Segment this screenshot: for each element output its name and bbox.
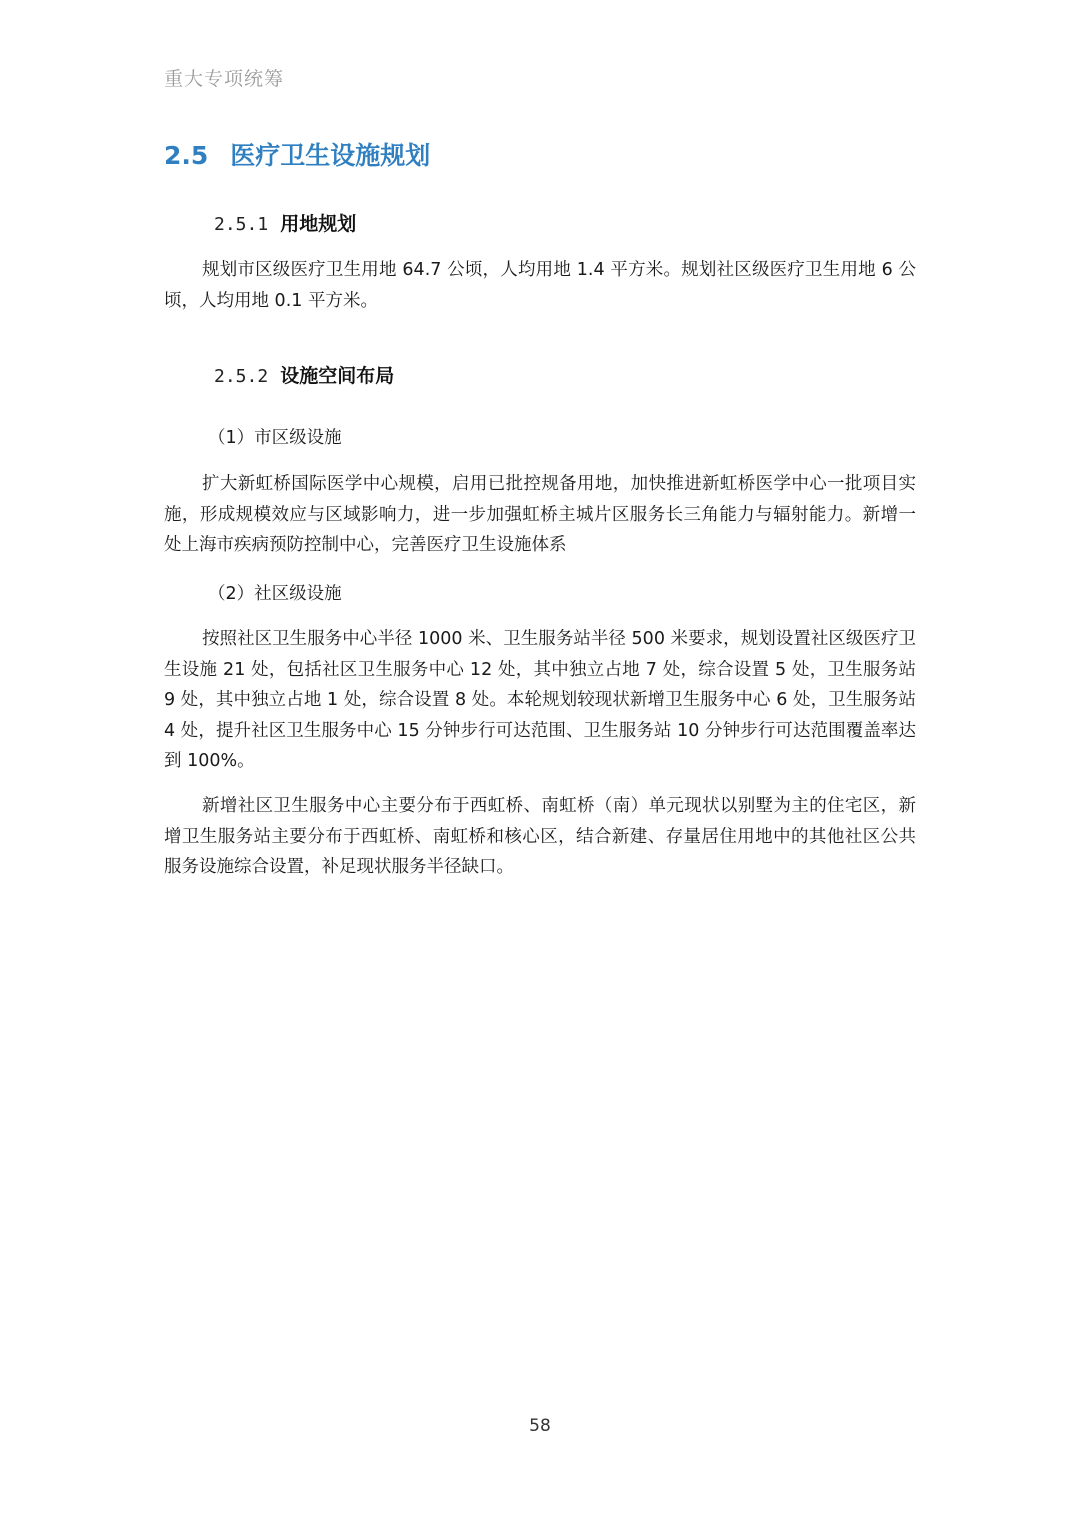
section-title-text: 医疗卫生设施规划 [230,141,431,170]
subsection-title: 设施空间布局 [280,365,395,387]
community-level-paragraph-2: 新增社区卫生服务中心主要分布于西虹桥、南虹桥（南）单元现状以别墅为主的住宅区，新增卫生服务站主要分布于西虹桥、南虹桥和核心区，结合新建、存量居住用地中的其他社区公共服务设施综合设置，补足现状服务半径缺口。 [164,796,916,877]
subsection-heading-land-use [214,209,356,236]
city-level-paragraph: 扩大新虹桥国际医学中心规模，启用已批控规备用地，加快推进新虹桥医学中心一批项目实施，形成规模效应与区域影响力，进一步加强虹桥主城片区服务长三角能力与辐射能力。新增一处上海市疾病预防控制中心，完善医疗卫生设施体系 [164,474,916,555]
page-number: 58 [529,1416,551,1436]
community-level-paragraph-1: 按照社区卫生服务中心半径 1000 米、卫生服务站半径 500 米要求，规划设置社区级医疗卫生设施 21 处，包括社区卫生服务中心 12 处，其中独立占地 7 处，综合设置 5 处，卫生服务站 9 处，其中独立占地 1 处，综合设置 8 处。本轮规划较现状新增卫生服务中心 6 处，卫生服务站 4 处，提升社区卫生服务中心 15 分钟步行可达范围、卫生服务站 10 分钟步行可达范围覆盖率达到 100%。 [164,629,916,771]
subsection-number: 2.5.1 [214,214,269,235]
subsection-title: 用地规划 [280,213,357,235]
section-title [164,136,430,172]
subsection-number: 2.5.2 [214,366,269,387]
land-use-paragraph: 规划市区级医疗卫生用地 64.7 公顷，人均用地 1.4 平方米。规划社区级医疗卫生用地 6 公顷，人均用地 0.1 平方米。 [164,260,916,311]
section-number: 2.5 [164,141,209,170]
subsection-heading-layout [214,361,394,388]
item-label-community-level: （2）社区级设施 [208,584,342,604]
running-header: 重大专项统筹 [164,68,285,90]
item-label-city-level: （1）市区级设施 [208,428,342,448]
